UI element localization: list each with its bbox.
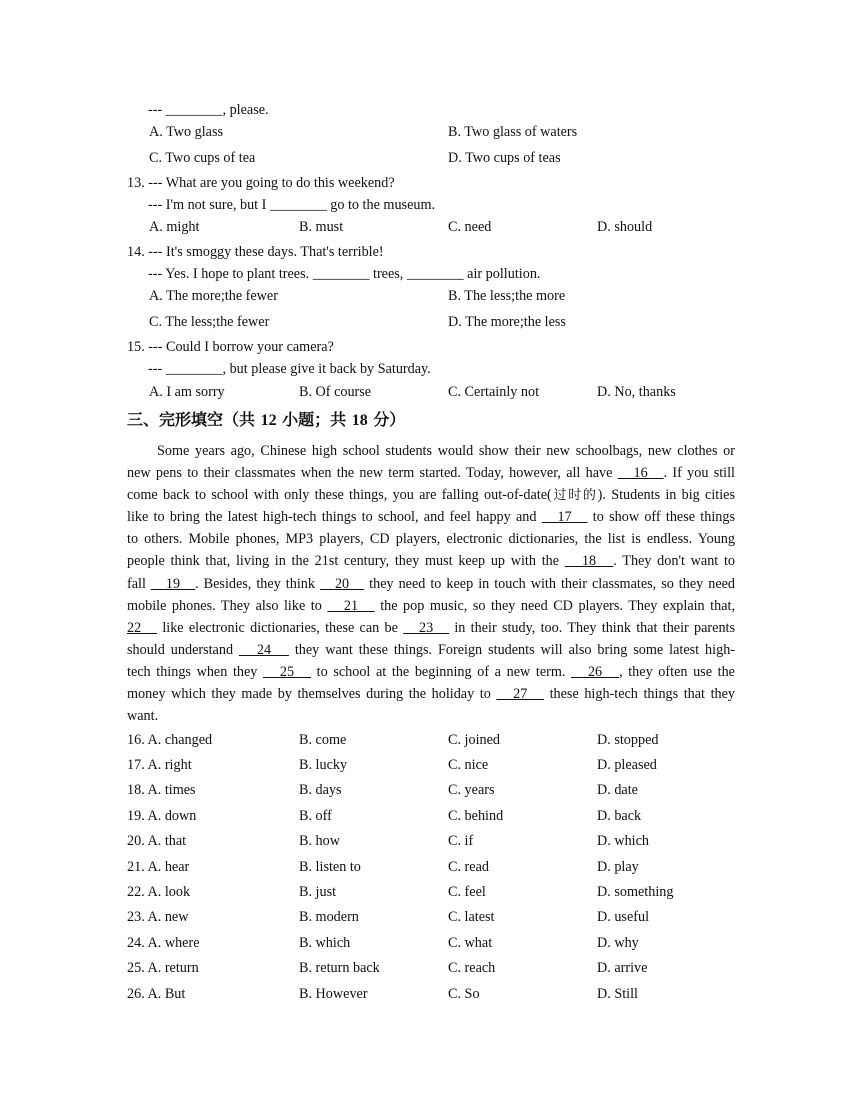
section-score: 18 <box>351 412 368 429</box>
cloze-25-option-c: C. reach <box>448 960 496 976</box>
q13-option-b: B. must <box>299 219 344 235</box>
passage-line <box>127 462 735 484</box>
cloze-16-option-b: B. come <box>299 732 347 748</box>
cloze-22-option-b: B. just <box>299 884 337 900</box>
passage-text: money which they made by themselves during the holiday to <box>127 686 497 703</box>
passage-line <box>127 573 735 595</box>
q14-option-b: B. The less;the more <box>448 288 566 304</box>
passage-text: tech things when they <box>127 663 264 680</box>
q13-option-c: C. need <box>448 219 492 235</box>
passage-text: , they often use the <box>619 663 735 680</box>
q15-question: 15. --- Could I borrow your camera? <box>127 339 334 355</box>
passage-text: to school at the beginning of a new term. <box>311 663 572 680</box>
cloze-16-option-a: 16. A. changed <box>127 732 213 748</box>
cloze-17-option-d: D. pleased <box>597 757 657 773</box>
q12-option-d: D. Two cups of teas <box>448 150 561 166</box>
passage-text: new pens to their classmates when the new term started. Today, however, all have <box>127 465 618 482</box>
passage-line <box>127 506 735 528</box>
cloze-22-option-d: D. something <box>597 884 674 900</box>
cloze-18-option-b: B. days <box>299 782 342 798</box>
cloze-24-option-b: B. which <box>299 935 351 951</box>
cloze-22-option-c: C. feel <box>448 884 486 900</box>
cloze-23-option-c: C. latest <box>448 909 495 925</box>
cloze-17-option-a: 17. A. right <box>127 757 192 773</box>
q14-option-a: A. The more;the fewer <box>149 288 278 304</box>
cloze-23-option-a: 23. A. new <box>127 909 189 925</box>
cloze-20-option-a: 20. A. that <box>127 833 187 849</box>
cloze-25-option-d: D. arrive <box>597 960 648 976</box>
blank-23: 23 <box>403 619 450 636</box>
passage-text: . Besides, they think <box>195 575 320 592</box>
passage-line <box>127 661 735 683</box>
cloze-19-option-b: B. off <box>299 808 332 824</box>
q13-response: --- I'm not sure, but I ________ go to the museum. <box>148 197 436 213</box>
cloze-23-option-b: B. modern <box>299 909 359 925</box>
cloze-20-option-c: C. if <box>448 833 474 849</box>
cloze-16-option-d: D. stopped <box>597 732 659 748</box>
section-heading-part: 小题；共 <box>276 410 352 429</box>
q12-option-a: A. Two glass <box>149 124 224 140</box>
q13-option-d: D. should <box>597 219 653 235</box>
cloze-24-option-a: 24. A. where <box>127 935 200 951</box>
blank-16: 16 <box>617 465 664 482</box>
passage-text: ). Students in big cities <box>597 487 735 504</box>
passage-text: . If you still <box>663 465 735 482</box>
blank-25: 25 <box>263 663 312 680</box>
cloze-21-option-a: 21. A. hear <box>127 859 190 875</box>
cloze-21-option-c: C. read <box>448 859 489 875</box>
passage-text: want. <box>127 708 159 725</box>
cloze-20-option-d: D. which <box>597 833 650 849</box>
cloze-24-option-c: C. what <box>448 935 493 951</box>
cloze-22-option-a: 22. A. look <box>127 884 191 900</box>
blank-24: 24 <box>239 641 289 658</box>
blank-27: 27 <box>496 686 545 703</box>
chinese-gloss: 过时的 <box>551 488 598 504</box>
passage-text: they want these things. Foreign students will also bring some latest high- <box>288 641 736 658</box>
cloze-passage <box>127 440 735 727</box>
q13-option-a: A. might <box>149 219 200 235</box>
cloze-21-option-b: B. listen to <box>299 859 361 875</box>
q12-option-b: B. Two glass of waters <box>448 124 578 140</box>
passage-line <box>127 595 735 617</box>
q15-response: --- ________, but please give it back by Saturday. <box>148 361 431 377</box>
passage-text: people think that, living in the 21st century, they must keep up with the <box>127 553 565 570</box>
cloze-26-option-b: B. However <box>299 986 368 1002</box>
blank-20: 20 <box>319 575 365 592</box>
cloze-26-option-d: D. Still <box>597 986 638 1002</box>
blank-17: 17 <box>541 509 588 526</box>
passage-text: like electronic dictionaries, these can be <box>157 619 404 636</box>
passage-line <box>127 617 735 639</box>
passage-line <box>127 639 735 661</box>
passage-text: in their study, too. They think that their parents <box>449 619 736 636</box>
q13-question: 13. --- What are you going to do this weekend? <box>127 175 395 191</box>
q14-question: 14. --- It's smoggy these days. That's terrible! <box>127 244 384 260</box>
cloze-26-option-a: 26. A. But <box>127 986 186 1002</box>
blank-22: 22 <box>127 619 158 636</box>
q12-option-c: C. Two cups of tea <box>149 150 256 166</box>
cloze-18-option-a: 18. A. times <box>127 782 196 798</box>
passage-text: to others. Mobile phones, MP3 players, CD players, electronic dictionaries, the list is endless. Young <box>127 531 735 548</box>
cloze-21-option-d: D. play <box>597 859 639 875</box>
cloze-25-option-b: B. return back <box>299 960 380 976</box>
passage-line <box>127 683 735 705</box>
q15-option-d: D. No, thanks <box>597 384 676 400</box>
passage-line <box>127 705 735 727</box>
blank-26: 26 <box>571 663 620 680</box>
passage-line <box>127 484 735 506</box>
cloze-24-option-d: D. why <box>597 935 639 951</box>
cloze-19-option-a: 19. A. down <box>127 808 197 824</box>
passage-line <box>127 528 735 550</box>
passage-text: the pop music, so they need CD players. They explain that, <box>374 597 735 614</box>
passage-text: mobile phones. They also like to <box>127 597 328 614</box>
q15-option-c: C. Certainly not <box>448 384 540 400</box>
passage-text: should understand <box>127 641 239 658</box>
cloze-19-option-d: D. back <box>597 808 642 824</box>
cloze-20-option-b: B. how <box>299 833 340 849</box>
blank-19: 19 <box>150 575 196 592</box>
blank-21: 21 <box>327 597 375 614</box>
cloze-23-option-d: D. useful <box>597 909 650 925</box>
blank-18: 18 <box>564 553 614 570</box>
passage-text: fall <box>127 575 151 592</box>
passage-text: . They don't want to <box>613 553 736 570</box>
passage-text: they need to keep in touch with their classmates, so they need <box>364 575 736 592</box>
q15-option-b: B. Of course <box>299 384 372 400</box>
passage-text: come back to school with only these things, you are falling out-of-date( <box>127 487 552 504</box>
section-heading-part: 分） <box>367 410 406 429</box>
passage-line <box>127 550 735 572</box>
passage-line <box>127 440 735 462</box>
q14-response: --- Yes. I hope to plant trees. ________ trees, ________ air pollution. <box>148 266 541 282</box>
cloze-26-option-c: C. So <box>448 986 480 1002</box>
cloze-17-option-c: C. nice <box>448 757 489 773</box>
passage-text: these high-tech things that they <box>544 686 735 703</box>
cloze-17-option-b: B. lucky <box>299 757 348 773</box>
section-question-count: 12 <box>260 412 277 429</box>
cloze-16-option-c: C. joined <box>448 732 501 748</box>
passage-text: Some years ago, Chinese high school students would show their new schoolbags, new clothes or <box>157 443 735 459</box>
cloze-18-option-c: C. years <box>448 782 495 798</box>
section-heading-part: 三、完形填空（共 <box>127 410 261 429</box>
q12-prompt: --- ________, please. <box>148 102 269 118</box>
passage-text: like to bring the latest high-tech things to school, and feel happy and <box>127 509 542 526</box>
passage-text: to show off these things <box>587 509 735 526</box>
q14-option-c: C. The less;the fewer <box>149 314 270 330</box>
cloze-18-option-d: D. date <box>597 782 638 798</box>
cloze-19-option-c: C. behind <box>448 808 504 824</box>
section-heading <box>127 410 405 431</box>
q14-option-d: D. The more;the less <box>448 314 566 330</box>
cloze-25-option-a: 25. A. return <box>127 960 199 976</box>
q15-option-a: A. I am sorry <box>149 384 225 400</box>
